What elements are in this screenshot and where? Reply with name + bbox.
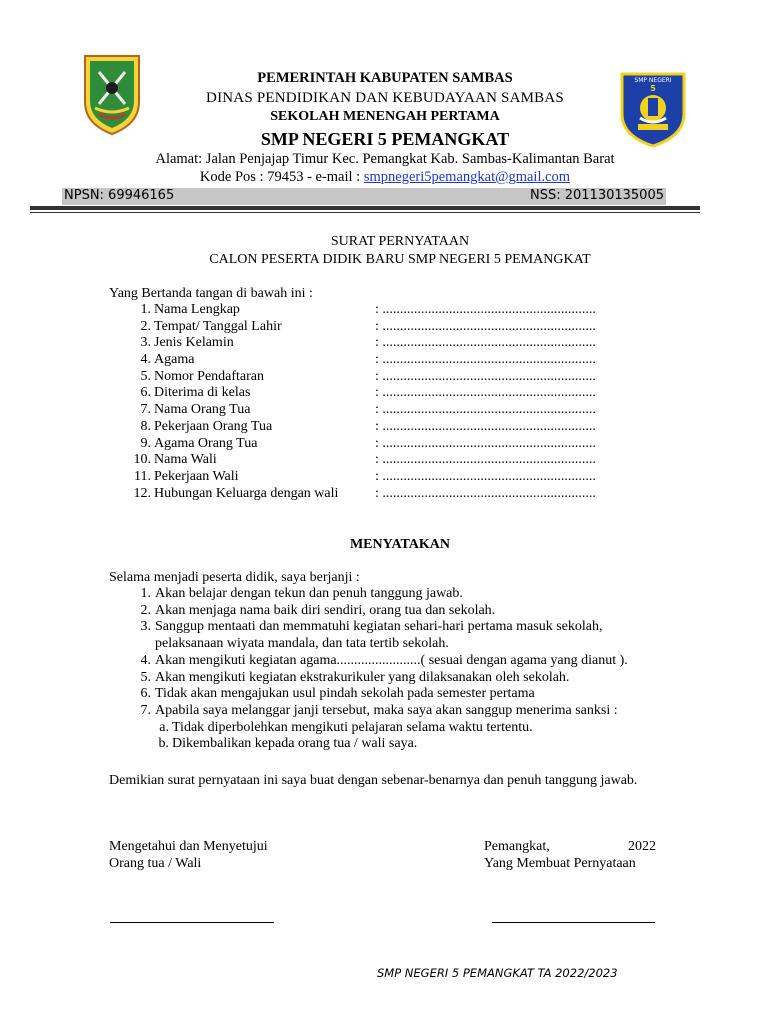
field-blank[interactable]: : .............................................................: [375, 402, 596, 418]
sanction-letter: b.: [158, 736, 169, 752]
letterhead-government: PEMERINTAH KABUPATEN SAMBAS: [257, 70, 513, 86]
identity-field-row: [109, 469, 669, 486]
field-number: 6.: [140, 385, 151, 401]
field-blank[interactable]: : .............................................................: [375, 385, 596, 401]
sanction-letter: a.: [159, 719, 169, 735]
field-number: 9.: [140, 435, 151, 451]
identity-field-row: [109, 385, 669, 402]
identity-field-row: [109, 335, 669, 352]
sanction-text: Dikembalikan kepada orang tua / wali saya.: [172, 736, 418, 752]
postal-code-text: Kode Pos : 79453 - e-mail :: [199, 169, 364, 185]
year-text: 2022: [628, 839, 656, 854]
place-date: [484, 839, 656, 855]
declarant-label: Yang Membuat Pernyataan: [484, 856, 636, 871]
field-number: 5.: [140, 368, 151, 384]
identity-field-row: [109, 319, 669, 336]
letterhead-rule-thin: [30, 212, 700, 213]
promise-item: [109, 653, 689, 670]
promise-number: 4.: [140, 652, 151, 668]
field-label: Agama Orang Tua: [154, 435, 258, 451]
identity-field-row: [109, 402, 669, 419]
field-label: Nama Orang Tua: [154, 402, 251, 418]
promise-number: 6.: [140, 686, 151, 702]
field-blank[interactable]: : .............................................................: [375, 318, 596, 334]
field-blank[interactable]: : .............................................................: [375, 452, 596, 468]
identity-field-row: [109, 352, 669, 369]
promise-item: [109, 703, 689, 720]
email-link[interactable]: smpnegeri5pemangkat@gmail.com: [363, 169, 571, 185]
promise-number: 2.: [140, 602, 151, 618]
identity-field-row: [109, 419, 669, 436]
field-label: Nomor Pendaftaran: [154, 368, 265, 384]
letterhead-address: Alamat: Jalan Penjajap Timur Kec. Pemangkat Kab. Sambas-Kalimantan Barat: [155, 151, 615, 167]
promise-text: Sanggup mentaati dan memmatuhi kegiatan sehari-hari pertama masuk sekolah,: [155, 619, 603, 635]
document-title: SURAT PERNYATAAN: [330, 234, 470, 249]
promise-text: Apabila saya melanggar janji tersebut, maka saya akan sanggup menerima sanksi :: [155, 702, 618, 718]
promise-item: [109, 619, 689, 652]
field-number: 12.: [133, 485, 151, 501]
field-blank[interactable]: : .............................................................: [375, 302, 596, 317]
identity-field-row: [109, 436, 669, 453]
closing-paragraph: Demikian surat pernyataan ini saya buat dengan sebenar-benarnya dan penuh tanggung jawab.: [109, 773, 638, 788]
field-label: Agama: [154, 352, 195, 368]
field-label: Pekerjaan Orang Tua: [154, 418, 273, 434]
promise-text: Akan mengikuti kegiatan agama........................( sesuai dengan agama yang dianut ).: [155, 652, 628, 668]
letterhead-contact: [60, 169, 710, 186]
promise-number: 7.: [140, 702, 151, 718]
letterhead-rule-thick: [30, 206, 700, 210]
promise-text: Tidak akan mengajukan usul pindah sekolah pada semester pertama: [155, 686, 535, 702]
npsn-text: NPSN: 69946165: [64, 188, 175, 203]
promise-item: [109, 686, 689, 703]
school-logo-text: SMP NEGERI: [634, 77, 672, 84]
parent-signature-line: [110, 922, 274, 923]
identity-field-row: [109, 486, 669, 503]
parent-approval-label: Mengetahui dan Menyetujui: [109, 839, 268, 854]
parent-guardian-label: Orang tua / Wali: [109, 856, 202, 871]
field-blank[interactable]: : .............................................................: [375, 418, 596, 434]
intro-text: Yang Bertanda tangan di bawah ini :: [109, 286, 313, 301]
field-blank[interactable]: : .............................................................: [375, 485, 596, 501]
page-footer: SMP NEGERI 5 PEMANGKAT TA 2022/2023: [377, 966, 618, 980]
declarant-signature-line: [492, 922, 655, 923]
promise-list: [109, 586, 689, 753]
field-blank[interactable]: : .............................................................: [375, 352, 596, 368]
promise-number: 3.: [140, 619, 151, 635]
field-number: 11.: [134, 468, 151, 484]
statement-heading: MENYATAKAN: [349, 537, 451, 552]
field-number: 8.: [140, 418, 151, 434]
promise-number: 1.: [140, 586, 151, 601]
sanction-text: Tidak diperbolehkan mengikuti pelajaran selama waktu tertentu.: [172, 719, 533, 735]
field-number: 7.: [140, 402, 151, 418]
promise-text: Akan menjaga nama baik diri sendiri, orang tua dan sekolah.: [155, 602, 496, 618]
field-number: 3.: [140, 335, 151, 351]
nss-text: NSS: 201130135005: [530, 188, 664, 203]
field-number: 4.: [140, 352, 151, 368]
sanction-item: [109, 736, 689, 753]
sambas-regency-logo: [79, 52, 145, 136]
letterhead-level: SEKOLAH MENENGAH PERTAMA: [270, 109, 500, 124]
field-label: Nama Wali: [154, 452, 217, 468]
identity-field-row: [109, 452, 669, 469]
field-label: Diterima di kelas: [154, 385, 251, 401]
field-label: Nama Lengkap: [154, 302, 240, 317]
letterhead-school-name: SMP NEGERI 5 PEMANGKAT: [260, 129, 510, 149]
npsn-nss-bar: [62, 188, 666, 205]
document-subtitle: CALON PESERTA DIDIK BARU SMP NEGERI 5 PEMANGKAT: [209, 252, 591, 267]
promise-number: 5.: [140, 669, 151, 685]
promise-item: [109, 586, 689, 603]
place-text: Pemangkat,: [484, 839, 550, 854]
field-blank[interactable]: : .............................................................: [375, 368, 596, 384]
promise-item: [109, 670, 689, 687]
school-logo-number: 5: [650, 84, 656, 93]
field-number: 2.: [140, 318, 151, 334]
field-label: Pekerjaan Wali: [154, 468, 239, 484]
field-label: Tempat/ Tanggal Lahir: [154, 318, 282, 334]
field-blank[interactable]: : .............................................................: [375, 435, 596, 451]
field-label: Jenis Kelamin: [154, 335, 234, 351]
letterhead-department: DINAS PENDIDIKAN DAN KEBUDAYAAN SAMBAS: [206, 90, 564, 106]
field-label: Hubungan Keluarga dengan wali: [154, 485, 339, 501]
promise-text-continued: pelaksanaan wiyata mandala, dan tata tertib sekolah.: [155, 636, 449, 652]
promise-intro: Selama menjadi peserta didik, saya berjanji :: [109, 570, 360, 585]
field-blank[interactable]: : .............................................................: [375, 468, 596, 484]
identity-field-row: [109, 302, 669, 319]
promise-text: Akan belajar dengan tekun dan penuh tanggung jawab.: [155, 586, 463, 601]
identity-field-row: [109, 369, 669, 386]
sanction-item: [109, 720, 689, 737]
promise-item: [109, 603, 689, 620]
identity-fields: [109, 302, 669, 502]
field-number: 1.: [140, 302, 151, 317]
field-blank[interactable]: : .............................................................: [375, 335, 596, 351]
promise-text: Akan mengikuti kegiatan ekstrakurikuler yang dilaksanakan oleh sekolah.: [155, 669, 570, 685]
field-number: 10.: [133, 452, 151, 468]
